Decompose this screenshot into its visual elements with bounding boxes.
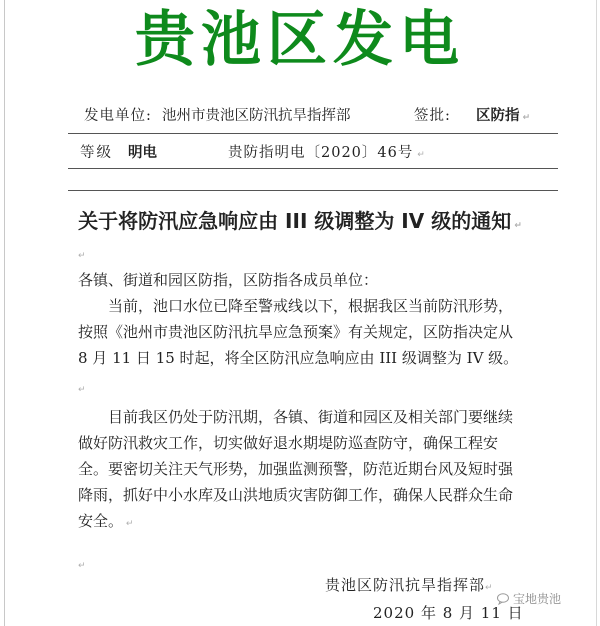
header-rule-middle: [68, 168, 558, 169]
level-row: [80, 141, 560, 165]
paragraph-mark-icon: ↵: [519, 113, 531, 123]
paragraph-mark-icon: ↵: [78, 385, 86, 395]
paragraph-mark-icon: ↵: [413, 150, 426, 160]
level-value: 明电: [128, 144, 157, 161]
paragraph-mark-icon: ↵: [78, 251, 86, 261]
body-paragraph-1: 当前，池口水位已降至警戒线以下，根据我区当前防汛形势，按照《池州市贵池区防汛抗旱应急预案》有关规定，区防指决定从 8 月 11 日 15 时起，将全区防汛应急响应由 III 级调整为 IV 级。 ↵: [78, 297, 519, 395]
paragraph-mark-icon: ↵: [485, 583, 494, 593]
paragraph-mark-icon: ↵: [511, 221, 522, 231]
salutation: 各镇、街道和园区防指，区防指各成员单位：: [78, 271, 379, 289]
sender-unit-value: 池州市贵池区防汛抗旱指挥部: [162, 108, 351, 124]
header-rule-bottom: [68, 190, 558, 191]
blank-line: [78, 240, 525, 269]
sender-row: [84, 104, 560, 128]
body-paragraph-2: 目前我区仍处于防汛期，各镇、街道和园区及相关部门要继续做好防汛救灾工作，切实做好退水期堤防巡查防守，确保工程安全。要密切关注天气形势，加强监测预警，防范近期台风及短时强降雨，抓好中小水库及山洪地质灾害防御工作，确保人民群众生命安全。 ↵: [78, 408, 514, 530]
signature-organization: 贵池区防汛抗旱指挥部↵: [325, 576, 494, 594]
watermark-text: 宝地贵池: [513, 592, 562, 606]
level-label: 等级: [80, 145, 113, 161]
page-edge-left: [4, 0, 5, 626]
chat-bubble-icon: [497, 593, 511, 605]
signature-date: 2020 年 8 月 11 日: [373, 604, 524, 622]
document-number: 贵防指明电〔2020〕46号 ↵: [228, 145, 426, 161]
approval-value: 区防指 ↵: [476, 107, 531, 124]
sender-unit-label: 发电单位:: [84, 108, 152, 124]
approval-label: 签批:: [414, 108, 451, 124]
header-rule-top: [68, 133, 558, 134]
page-edge-right: [596, 0, 597, 626]
watermark: [497, 590, 561, 608]
paragraph-mark-icon: ↵: [123, 519, 134, 529]
paragraph-mark-icon: ↵: [78, 561, 86, 571]
banner-title: 贵池区发电: [135, 5, 465, 75]
notice-title: 关于将防汛应急响应由 III 级调整为 IV 级的通知 ↵: [78, 209, 522, 233]
